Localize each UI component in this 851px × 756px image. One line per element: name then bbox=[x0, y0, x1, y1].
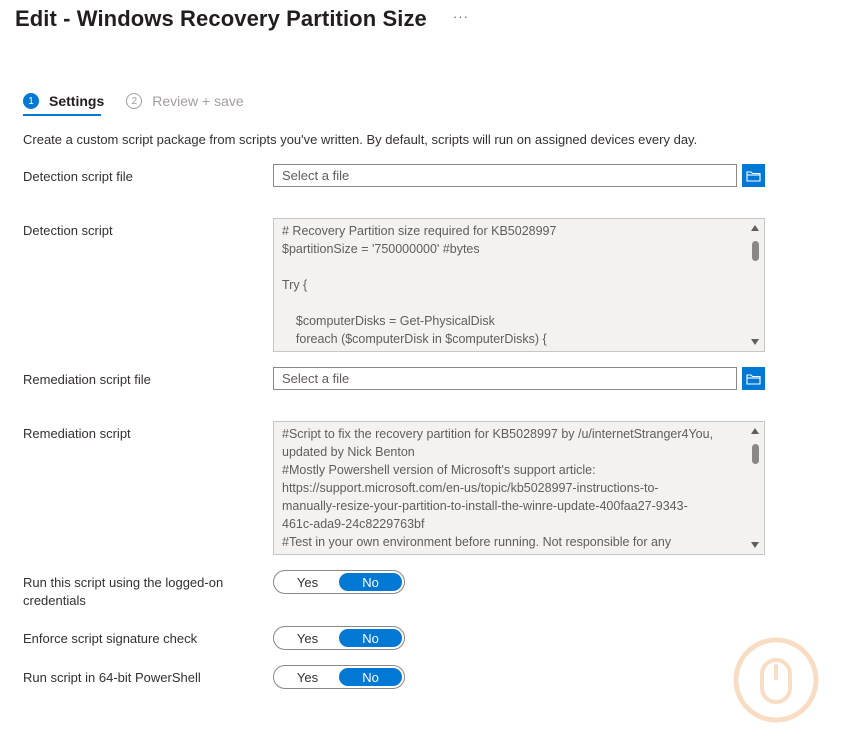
scroll-up-icon[interactable] bbox=[751, 428, 759, 434]
page-title: Edit - Windows Recovery Partition Size bbox=[15, 6, 427, 31]
toggle-no-option[interactable]: No bbox=[339, 629, 402, 647]
active-step-underline bbox=[23, 114, 101, 116]
detection-script-label: Detection script bbox=[23, 223, 113, 238]
folder-icon bbox=[746, 170, 761, 182]
toggle-yes-option[interactable]: Yes bbox=[296, 630, 319, 646]
64bit-powershell-toggle[interactable] bbox=[273, 665, 405, 689]
folder-icon bbox=[746, 373, 761, 385]
64bit-powershell-label: Run script in 64-bit PowerShell bbox=[23, 670, 201, 685]
remediation-browse-button[interactable] bbox=[742, 367, 765, 390]
step-label: Review + save bbox=[152, 93, 244, 109]
step-number-badge: 2 bbox=[126, 93, 142, 109]
step-label: Settings bbox=[49, 93, 105, 109]
detection-file-input[interactable]: Select a file bbox=[273, 164, 737, 187]
toggle-no-option[interactable]: No bbox=[339, 573, 402, 591]
logged-on-credentials-label: Run this script using the logged-on credentials bbox=[23, 575, 224, 608]
scroll-down-icon[interactable] bbox=[751, 339, 759, 345]
scroll-thumb[interactable] bbox=[752, 241, 759, 261]
remediation-scrollbar[interactable] bbox=[747, 422, 764, 554]
more-options-button[interactable]: ··· bbox=[452, 8, 469, 24]
detection-scrollbar[interactable] bbox=[747, 219, 764, 351]
signature-check-label: Enforce script signature check bbox=[23, 631, 198, 646]
toggle-yes-option[interactable]: Yes bbox=[296, 574, 319, 590]
detection-browse-button[interactable] bbox=[742, 164, 765, 187]
detection-script-content: # Recovery Partition size required for KB5028997 $partitionSize = '750000000' #bytes Try { $computerDisks = Get-PhysicalDisk foreach ($computerDisk in $computerDisks) { bbox=[282, 224, 557, 346]
remediation-file-input[interactable]: Select a file bbox=[273, 367, 737, 390]
scroll-thumb[interactable] bbox=[752, 444, 759, 464]
logged-on-credentials-toggle[interactable] bbox=[273, 570, 405, 594]
page-header bbox=[15, 6, 469, 32]
remediation-script-textarea[interactable] bbox=[273, 421, 765, 555]
mouse-watermark-icon bbox=[732, 636, 820, 724]
scroll-down-icon[interactable] bbox=[751, 542, 759, 548]
detection-script-textarea[interactable] bbox=[273, 218, 765, 352]
wizard-steps bbox=[23, 88, 266, 114]
toggle-yes-option[interactable]: Yes bbox=[296, 669, 319, 685]
description-text: Create a custom script package from scripts you've written. By default, scripts will run on assigned devices every day. bbox=[23, 132, 698, 147]
toggle-no-option[interactable]: No bbox=[339, 668, 402, 686]
remediation-script-content: #Script to fix the recovery partition for KB5028997 by /u/internetStranger4You, updated by Nick Benton #Mostly Powershell version of Microsoft's support article: https://support.microsoft.com/en-us/topic/kb5028997-instructions-to- manually-resize-your-partition-to-install-the-winre-update-400faa27-9343- 461c-ada9-24c8229763bf #Test in your own environment before running. Not responsible for any bbox=[282, 427, 714, 549]
scroll-up-icon[interactable] bbox=[751, 225, 759, 231]
signature-check-toggle[interactable] bbox=[273, 626, 405, 650]
remediation-script-label: Remediation script bbox=[23, 426, 131, 441]
step-settings[interactable] bbox=[23, 88, 104, 114]
step-number-badge: 1 bbox=[23, 93, 39, 109]
remediation-file-label: Remediation script file bbox=[23, 372, 151, 387]
step-review-save[interactable] bbox=[126, 88, 243, 114]
detection-file-label: Detection script file bbox=[23, 169, 133, 184]
